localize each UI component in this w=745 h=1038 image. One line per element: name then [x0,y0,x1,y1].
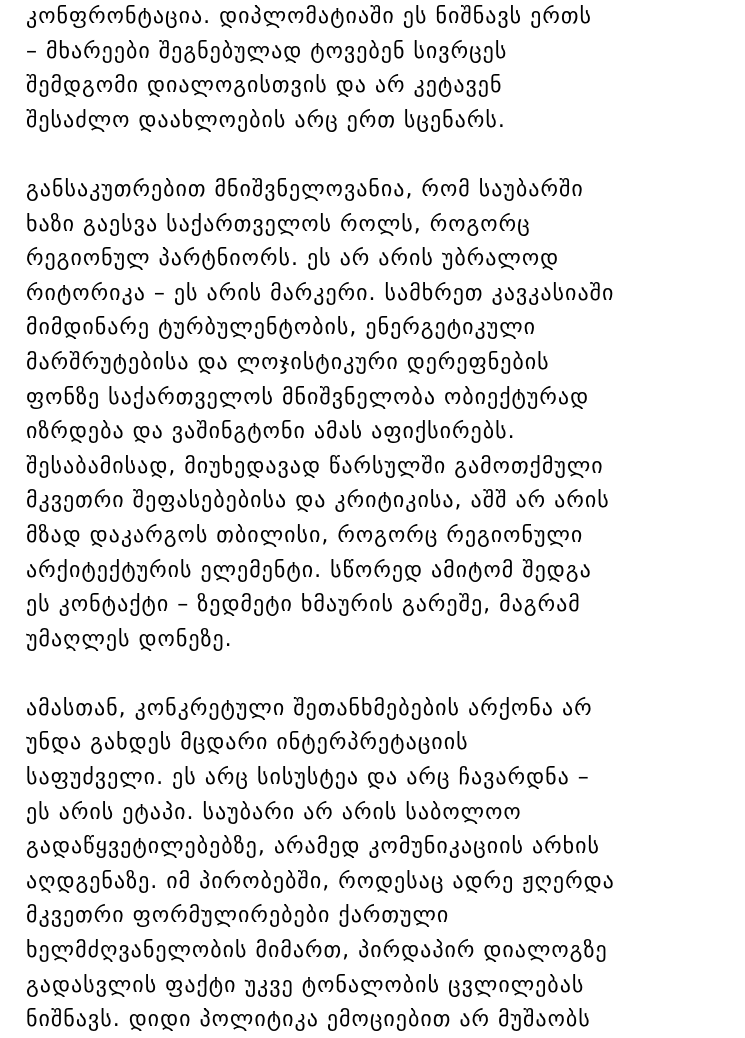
text-line: მარშრუტებისა და ლოჯისტიკური დერეფნების [26,349,550,375]
text-line: მკვეთრი შეფასებებისა და კრიტიკისა, აშშ არ არის [26,488,610,514]
text-line: იზრდება და ვაშინგტონი ამას აფიქსირებს. [26,419,516,445]
text-line: შემდგომი დიალოგისთვის და არ კეტავენ [26,73,503,99]
text-line: გადაწყვეტილებებზე, არამედ კომუნიკაციის არხის [26,834,601,860]
paragraph-3 [26,692,738,1038]
text-line: ნიშნავს. დიდი პოლიტიკა ემოციებით არ მუშაობს [26,1007,591,1033]
text-line: რეგიონულ პარტნიორს. ეს არ არის უბრალოდ [26,246,560,272]
text-line: მიმდინარე ტურბულენტობის, ენერგეტიკული [26,315,537,341]
text-line: მზად დაკარგოს თბილისი, როგორც რეგიონული [26,522,584,548]
text-line: არქიტექტურის ელემენტი. სწორედ ამიტომ შედგა [26,557,592,583]
text-line: შესაბამისად, მიუხედავად წარსულში გამოთქმული [26,453,604,479]
text-line: – მხარეები შეგნებულად ტოვებენ სივრცეს [26,38,508,64]
text-line: შესაძლო დაახლოების არც ერთ სცენარს. [26,107,506,133]
text-line: უმაღლეს დონეზე. [26,626,233,652]
text-line: ეს არის ეტაპი. საუბარი არ არის საბოლოო [26,799,522,825]
text-line: ხელმძღვანელობის მიმართ, პირდაპირ დიალოგზე [26,938,608,964]
text-line: ეს კონტაქტი – ზედმეტი ხმაურის გარეშე, მაგრამ [26,592,581,618]
article-body [26,0,738,1038]
text-line: ფონზე საქართველოს მნიშვნელობა ობიექტურად [26,384,590,410]
paragraph-2 [26,173,738,657]
text-line: ამასთან, კონკრეტული შეთანხმებების არქონა არ [26,695,593,721]
text-line: საფუძველი. ეს არც სისუსტეა და არც ჩავარდნა – [26,765,590,791]
text-line: აღდგენაზე. იმ პირობებში, როდესაც ადრე ჟღერდა [26,868,615,894]
text-line: გადასვლის ფაქტი უკვე ტონალობის ცვლილებას [26,972,585,998]
text-line: განსაკუთრებით მნიშვნელოვანია, რომ საუბარში [26,176,584,202]
paragraph-spacer [26,138,738,173]
paragraph-spacer [26,657,738,692]
text-line: კონფრონტაცია. დიპლომატიაში ეს ნიშნავს ერთს [26,4,592,29]
text-line: უნდა გახდეს მცდარი ინტერპრეტაციის [26,730,469,756]
text-line: რიტორიკა – ეს არის მარკერი. სამხრეთ კავკასიაში [26,280,615,306]
text-line: ხაზი გაესვა საქართველოს როლს, როგორც [26,211,531,237]
text-line: მკვეთრი ფორმულირებები ქართული [26,903,450,929]
paragraph-1 [26,0,738,138]
